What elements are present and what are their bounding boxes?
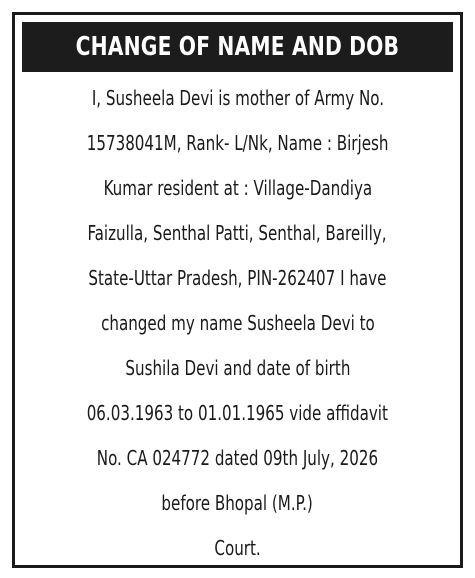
notice-body (15, 75, 460, 570)
notice-line-text: I, Susheela Devi is mother of Army No. (91, 85, 384, 110)
notice-line (15, 165, 460, 210)
notice-line-text: changed my name Susheela Devi to (100, 310, 375, 335)
notice-line-text: Sushila Devi and date of birth (125, 355, 350, 380)
notice-line-text: Court. (214, 535, 261, 560)
notice-line-text: 15738041M, Rank- L/Nk, Name : Birjesh (86, 130, 389, 155)
notice-line (15, 210, 460, 255)
notice-line-text: State-Uttar Pradesh, PIN-262407 I have (88, 265, 387, 290)
notice-line (15, 480, 460, 525)
notice-line (15, 300, 460, 345)
title-bar (22, 22, 453, 72)
notice-line (15, 435, 460, 480)
notice-line (15, 525, 460, 570)
notice-line (15, 120, 460, 165)
notice-title: CHANGE OF NAME AND DOB (75, 32, 400, 62)
notice-line (15, 390, 460, 435)
notice-line-text: Kumar resident at : Village-Dandiya (103, 175, 372, 200)
notice-line (15, 345, 460, 390)
notice-line-text: Faizulla, Senthal Patti, Senthal, Bareilly, (87, 220, 388, 245)
notice-line-text: before Bhopal (M.P.) (161, 490, 314, 515)
notice-line (15, 255, 460, 300)
notice-line-text: No. CA 024772 dated 09th July, 2026 (96, 445, 379, 470)
classified-notice (12, 12, 463, 568)
notice-line (15, 75, 460, 120)
notice-line-text: 06.03.1963 to 01.01.1965 vide affidavit (86, 400, 389, 425)
